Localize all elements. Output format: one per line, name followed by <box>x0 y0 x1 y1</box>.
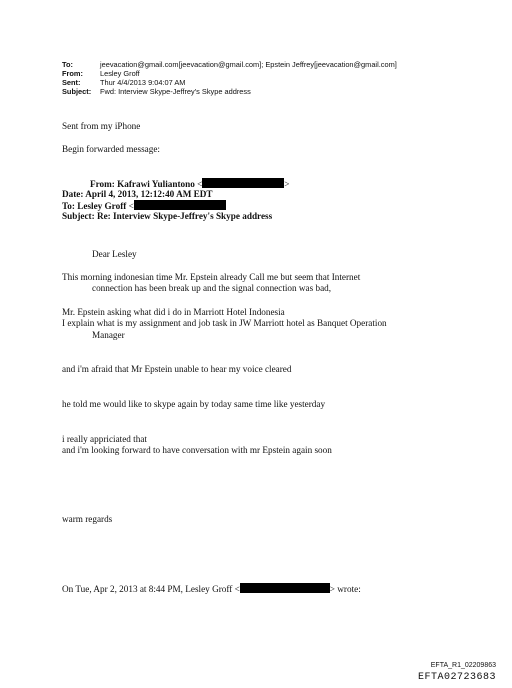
fwd-from-text: From: Kafrawi Yuliantono <box>90 179 195 189</box>
redaction-block <box>134 200 226 210</box>
redaction-block <box>240 583 330 593</box>
header-to-value: jeevacation@gmail.com[jeevacation@gmail.com]; Epstein Jeffrey[jeevacation@gmail.com] <box>100 60 397 69</box>
begin-forwarded-line: Begin forwarded message: <box>62 144 160 154</box>
paragraph-5-line-1: i really appriciated that <box>62 434 147 444</box>
fwd-from-open: < <box>197 179 203 189</box>
fwd-date-line: Date: April 4, 2013, 12:12:40 AM EDT <box>62 189 213 199</box>
redaction-block <box>202 178 284 188</box>
sent-from-line: Sent from my iPhone <box>62 121 141 131</box>
paragraph-4: he told me would like to skype again by today same time like yesterday <box>62 399 326 409</box>
paragraph-3: and i'm afraid that Mr Epstein unable to hear my voice cleared <box>62 364 292 374</box>
header-sent-row <box>62 78 185 87</box>
header-sent-value: Thur 4/4/2013 9:04:07 AM <box>100 78 186 87</box>
header-sent-label: Sent: <box>62 78 81 87</box>
paragraph-1-line-2: connection has been break up and the signal connection was bad, <box>92 283 332 293</box>
quote-close: > wrote: <box>329 584 361 594</box>
footer-ref-small: EFTA_R1_02209863 <box>430 662 496 669</box>
closing-line: warm regards <box>62 514 113 524</box>
header-from-value: Lesley Groff <box>100 69 140 78</box>
fwd-from-close: > <box>284 179 290 189</box>
header-from-row <box>62 69 140 78</box>
paragraph-1-line-1: This morning indonesian time Mr. Epstein already Call me but seem that Internet <box>62 272 361 282</box>
quote-intro-text: On Tue, Apr 2, 2013 at 8:44 PM, Lesley Groff <box>62 584 233 594</box>
quote-open: < <box>234 584 240 594</box>
fwd-to-open: < <box>128 201 134 211</box>
paragraph-2-line-3: Manager <box>92 330 125 340</box>
paragraph-2-line-1: Mr. Epstein asking what did i do in Marriott Hotel Indonesia <box>62 307 285 317</box>
paragraph-5-line-2: and i'm looking forward to have conversation with mr Epstein again soon <box>62 445 332 455</box>
footer-ref-big: EFTA02723683 <box>417 672 496 683</box>
header-subject-label: Subject: <box>62 87 92 96</box>
quote-intro-line <box>62 583 361 595</box>
header-from-label: From: <box>62 69 83 78</box>
fwd-to-text: To: Lesley Groff <box>62 201 127 211</box>
header-to-row <box>62 60 397 69</box>
header-subject-value: Fwd: Interview Skype-Jeffrey's Skype address <box>100 87 251 96</box>
header-subject-row <box>62 87 251 96</box>
header-to-label: To: <box>62 60 73 69</box>
greeting-line: Dear Lesley <box>92 249 137 259</box>
paragraph-2-line-2: I explain what is my assignment and job task in JW Marriott hotel as Banquet Operation <box>62 318 387 328</box>
fwd-subject-line: Subject: Re: Interview Skype-Jeffrey's Skype address <box>62 211 273 221</box>
